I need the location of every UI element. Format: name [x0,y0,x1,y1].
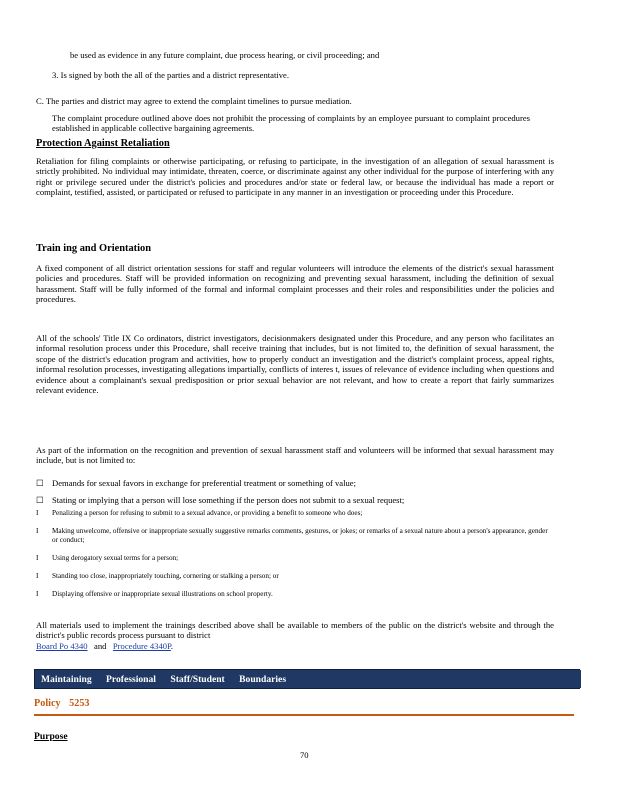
board-policy-link[interactable]: Board Po 4340 [36,640,88,651]
bullet-mark: I [36,571,39,580]
page-number: 70 [300,750,309,760]
list-item: I Displaying offensive or inappropriate sexual illustrations on school property. [36,589,273,598]
training-heading: Train ing and Orientation [36,243,151,254]
bullet-mark: ☐ [36,495,44,506]
training-paragraph-1: A fixed component of all district orientation sessions for staff and regular volunteers will introduce the elements of the district's sexual harassment policies and procedures. Staff will be provided information on recognizing and preventing sexual harassment, including the definition of sexual harassment. Staff will be fully informed of the formal and informal complaint processes and their roles and responsibilities under the policies and procedures. [36,263,554,305]
item-c-paragraph: The complaint procedure outlined above does not prohibit the processing of complaints by an employee pursuant to complaint procedures established in applicable collective bargaining agreements. [52,113,530,134]
bullet-mark: I [36,526,39,535]
list-item: I Making unwelcome, offensive or inappropriate sexually suggestive remarks comments, gestures, or jokes; or remarks of a sexual nature about a person's appearance, gender or conduct; [36,526,548,544]
procedure-link[interactable]: Procedure 4340P [112,640,171,651]
list-item: I Penalizing a person for refusing to submit to a sexual advance, or providing a benefit to someone who does; [36,508,363,517]
and-text: and [94,640,107,651]
training-paragraph-4: All materials used to implement the trainings described above shall be available to members of the public on the district's website and through the district's public records process pursuant to district Board Po 4340 and Procedure 4340P. [36,620,554,651]
list-item: ☐ Demands for sexual favors in exchange for preferential treatment or something of value; [36,478,357,488]
list-item: I Standing too close, inappropriately touching, cornering or stalking a person; or [36,571,279,580]
policy-number: Policy 5253 [34,698,90,709]
harassment-examples-list [36,478,554,599]
item-a-tail: be used as evidence in any future complaint, due process hearing, or civil proceeding; and [70,50,380,60]
banner-title: Maintaining Professional Staff/Student Boundaries [41,674,287,685]
training-paragraph-2: All of the schools' Title IX Co ordinators, district investigators, decisionmakers designated under this Procedure, and any person who facilitates an informal resolution process under this Procedure, shall receive training that includes, but is not limited to, the definition of sexual harassment, the scope of the district's education program and activities, how to properly conduct an investigation and the district's complaint process, appeal rights, informal resolution processes, investigating allegations impartially, conflicts of interes t, issues of relevance of evidence including when questions and evidence about a complainant's sexual predisposition or prior sexual behavior are not relevant, and how to create a report that fairly summarizes relevant evidence. [36,333,554,396]
purpose-heading: Purpose [34,731,68,742]
banner-block [333,670,581,688]
bullet-mark: I [36,508,39,517]
section-banner [34,669,580,689]
item-3: 3. Is signed by both the all of the parties and a district representative. [52,70,289,80]
bullet-mark: ☐ [36,478,44,488]
policy-divider [34,714,574,716]
retaliation-heading: Protection Against Retaliation [36,138,170,149]
bullet-mark: I [36,553,39,562]
item-c: C. The parties and district may agree to extend the complaint timelines to pursue mediation. [36,96,352,106]
list-item: I Using derogatory sexual terms for a person; [36,553,179,562]
bullet-mark: I [36,589,39,598]
training-paragraph-3: As part of the information on the recognition and prevention of sexual harassment staff and volunteers will be informed that sexual harassment may include, but is not limited to: [36,445,554,466]
retaliation-paragraph: Retaliation for filing complaints or otherwise participating, or refusing to participate, in the investigation of an allegation of sexual harassment is strictly prohibited. No individual may intimidate, threaten, coerce, or discriminate against any other individual for the purpose of interfering with any right or privilege secured under the district's policies and procedures and/or state or federal law, or because the individual has made a report or complaint, testified, assisted, or participated or refused to participate in any manner in an investigation or proceeding under this Procedure. [36,156,554,198]
list-item: ☐ Stating or implying that a person will lose something if the person does not submit to a sexual request; [36,495,405,506]
